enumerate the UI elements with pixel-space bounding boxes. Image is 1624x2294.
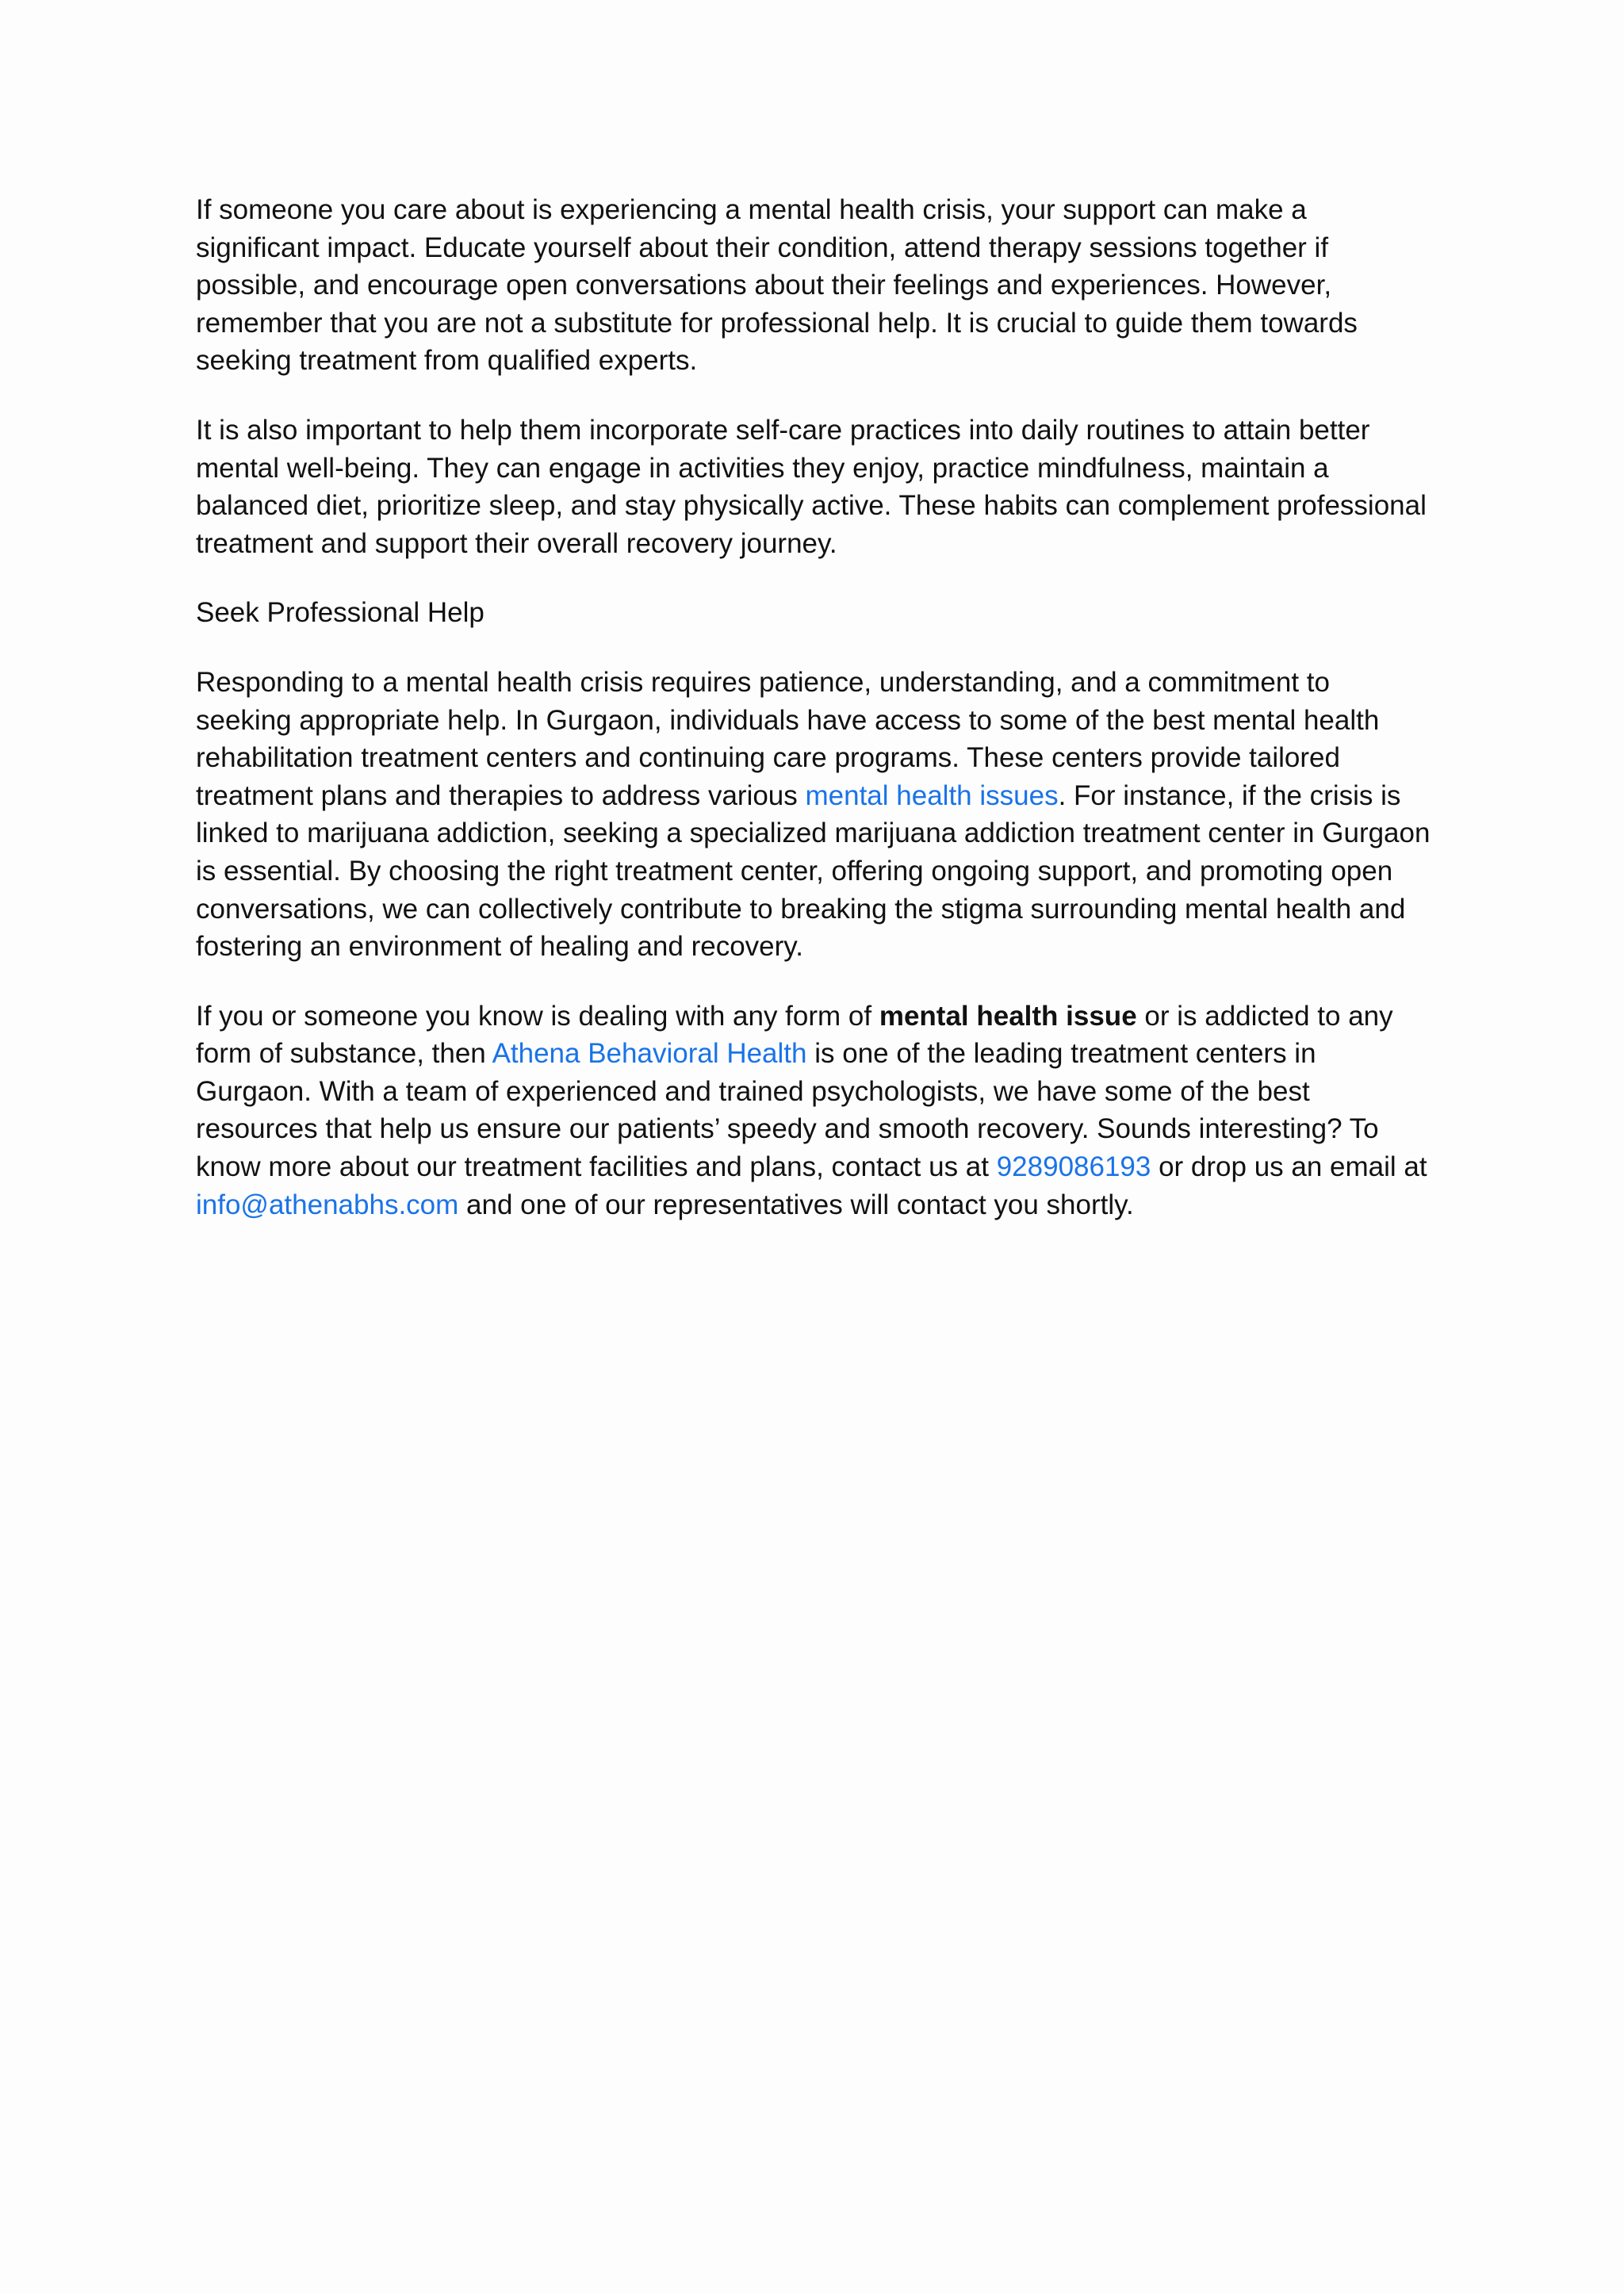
paragraph-professional-help — [196, 664, 1433, 966]
document-body — [196, 191, 1433, 1255]
mental-health-issues-link[interactable]: mental health issues — [805, 779, 1059, 811]
athena-behavioral-health-link[interactable]: Athena Behavioral Health — [492, 1038, 807, 1070]
paragraph-text: Responding to a mental health crisis requires patience, understanding, and a commitment to seeking appropriate help. In Gurgaon, individuals have access to some of the best mental health rehabilitation treatment centers and continuing care programs. These centers provide tailored treatment plans and therapies to address various — [196, 666, 1380, 811]
paragraph-text: or is addicted to any form of substance, then — [196, 1000, 1393, 1070]
paragraph-text: is one of the leading treatment centers in Gurgaon. With a team of experienced and trained psychologists, we have some of the best resources that help us ensure our patients’ speedy and smooth recovery. Sounds interesting? To know more about our treatment facilities and plans, contact us at — [196, 1038, 1379, 1183]
paragraph-self-care: It is also important to help them incorporate self-care practices into daily routines to attain better mental well-being. They can engage in activities they enjoy, practice mindfulness, maintain a balanced diet, prioritize sleep, and stay physically active. These habits can complement professional treatment and support their overall recovery journey. — [196, 414, 1427, 559]
paragraph-support: If someone you care about is experiencing a mental health crisis, your support can make a significant impact. Educate yourself about their condition, attend therapy sessions together if possible, and encourage open conversations about their feelings and experiences. However, remember that you are not a substitute for professional help. It is crucial to guide them towards seeking treatment from qualified experts. — [196, 194, 1358, 377]
paragraph-text: or drop us an email at — [1151, 1151, 1427, 1183]
email-link[interactable]: info@athenabhs.com — [196, 1189, 459, 1220]
paragraph-contact — [196, 998, 1433, 1224]
paragraph-text: . For instance, if the crisis is linked to marijuana addiction, seeking a specialized marijuana addiction treatment center in Gurgaon is essential. By choosing the right treatment center, offering ongoing support, and promoting open conversations, we can collectively contribute to breaking the stigma surrounding mental health and fostering an environment of healing and recovery. — [196, 779, 1431, 963]
section-heading: Seek Professional Help — [196, 597, 485, 629]
phone-link[interactable]: 9289086193 — [996, 1151, 1151, 1183]
paragraph-text: If you or someone you know is dealing with any form of — [196, 1000, 879, 1032]
bold-text: mental health issue — [879, 1000, 1137, 1032]
paragraph-text: and one of our representatives will contact you shortly. — [458, 1189, 1134, 1220]
